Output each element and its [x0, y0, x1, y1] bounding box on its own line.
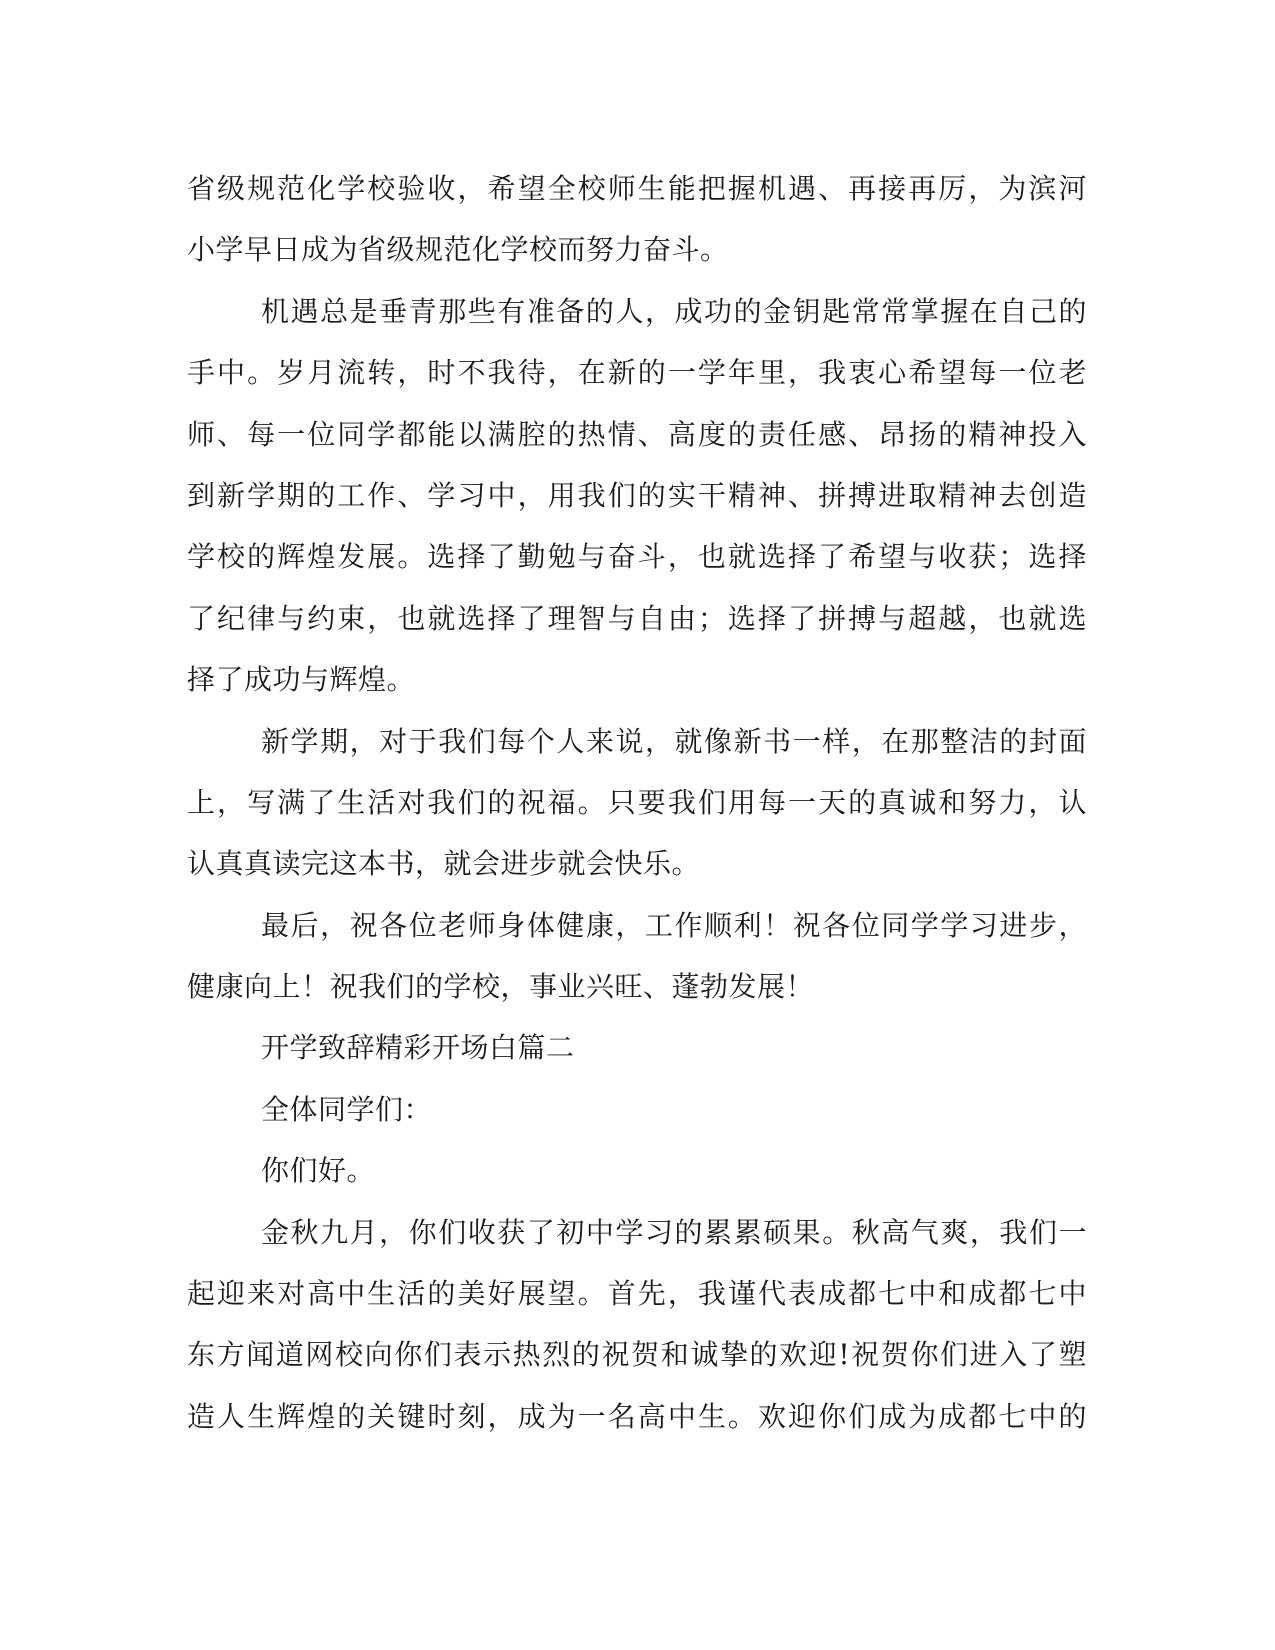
- text-line: 东方闻道网校向你们表示热烈的祝贺和诚挚的欢迎!祝贺你们进入了塑: [187, 1338, 1087, 1372]
- document-body: [187, 158, 1087, 1447]
- text-line: 健康向上！祝我们的学校，事业兴旺、蓬勃发展！: [187, 970, 815, 1004]
- text-line: 造人生辉煌的关键时刻，成为一名高中生。欢迎你们成为成都七中的: [187, 1399, 1087, 1433]
- text-line: 新学期，对于我们每个人来说，就像新书一样，在那整洁的封面: [261, 724, 1087, 758]
- section-heading: 开学致辞精彩开场白篇二: [261, 1031, 575, 1065]
- greeting: 你们好。: [261, 1154, 376, 1188]
- text-line: 金秋九月，你们收获了初中学习的累累硕果。秋高气爽，我们一: [261, 1215, 1087, 1249]
- text-line: 了纪律与约束，也就选择了理智与自由；选择了拼搏与超越，也就选: [187, 601, 1087, 635]
- text-line: 起迎来对高中生活的美好展望。首先，我谨代表成都七中和成都七中: [187, 1277, 1087, 1311]
- text-line: 机遇总是垂青那些有准备的人，成功的金钥匙常常掌握在自己的: [261, 294, 1087, 328]
- text-line: 学校的辉煌发展。选择了勤勉与奋斗，也就选择了希望与收获；选择: [187, 540, 1087, 574]
- text-line: 最后，祝各位老师身体健康，工作顺利！祝各位同学学习进步，: [261, 908, 1087, 942]
- text-line: 手中。岁月流转，时不我待，在新的一学年里，我衷心希望每一位老: [187, 356, 1087, 390]
- salutation: 全体同学们：: [261, 1092, 433, 1126]
- text-line: 师、每一位同学都能以满腔的热情、高度的责任感、昂扬的精神投入: [187, 417, 1087, 451]
- text-line: 省级规范化学校验收，希望全校师生能把握机遇、再接再厉，为滨河: [187, 172, 1087, 205]
- text-line: 小学早日成为省级规范化学校而努力奋斗。: [187, 233, 729, 267]
- text-line: 上，写满了生活对我们的祝福。只要我们用每一天的真诚和努力，认: [187, 785, 1087, 819]
- text-line: 到新学期的工作、学习中，用我们的实干精神、拼搏进取精神去创造: [187, 478, 1087, 512]
- text-line: 认真真读完这本书，就会进步就会快乐。: [187, 847, 701, 881]
- text-line: 择了成功与辉煌。: [187, 663, 416, 697]
